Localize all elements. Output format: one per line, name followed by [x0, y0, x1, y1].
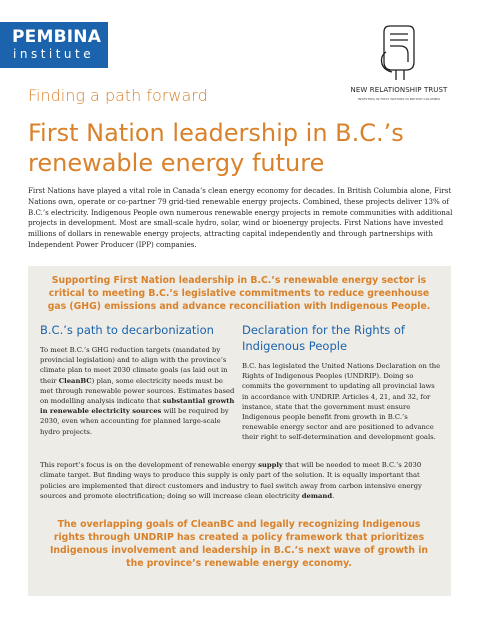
partner-name: NEW RELATIONSHIP TRUST — [350, 86, 448, 94]
callout-top: Supporting First Nation leadership in B.C.’s renewable energy sector is critical to meeting B.C.’s legislative commitments to reduce greenhouse gas (GHG) emissions and advance reconciliation with Indigenous People. — [47, 275, 431, 312]
intro-paragraph: First Nations have played a vital role in Canada’s clean energy economy for decades. In British Columbia alone, First Nations own, operate or co-partner 79 grid-tied renewable energy projects. Combined, these projects deliver 13% of B.C.’s electricity. Indigenous People own numerous renewable energy projects in remote communities with additional projects in development. Most are small-scale hydro, solar, wind or bioenergy projects. First Nations have invested millions of dollars in renewable energy projects, attracting capital independently and through partnerships with Independent Power Producer (IPP) companies. — [28, 186, 453, 249]
bold-text: supply — [258, 461, 283, 469]
text: To meet B.C.’s GHG reduction targets (mandated by provincial legislation) and to align with the province’s climate plan to meet 2030 climate goals (as laid out in their — [40, 346, 228, 385]
logo-wordmark: PEMBINA — [12, 27, 102, 47]
text: that will be needed to meet B.C.’s 2030 climate target. But finding ways to produce this supply is only part of the solution. It is equally important that policies are implemented that direct customers and industry to fuel switch away from carbon intensive energy sources and promote electrification; doing so will increase clean electricity — [40, 461, 422, 501]
partner-tagline: INVESTING IN FIRST NATIONS IN BRITISH COLUMBIA — [357, 97, 441, 101]
text: . — [332, 492, 335, 501]
text: This report’s focus is on the development of renewable energy — [40, 461, 259, 469]
decarbonization-paragraph — [40, 345, 236, 437]
logo-subword: institute — [13, 47, 95, 61]
bold-text: demand — [301, 492, 333, 501]
bold-text: substantial growth in renewable electricity sources — [40, 397, 235, 416]
pembina-logo — [0, 22, 108, 68]
bold-text: CleanBC — [58, 376, 92, 385]
declaration-paragraph: B.C. has legislated the United Nations Declaration on the Rights of Indigenous Peoples (UNDRIP). Doing so commits the government to updating all provincial laws in accordance with UNDRIP. Articles 4, 21, and 32, for instance, state that the government must ensure Indigenous people benefit from growth in B.C.’s renewable energy sector and are positioned to advance their right to self-determination and development goals. — [242, 362, 441, 442]
text: ) plan, some electricity needs must be met through renewable power sources. Estimates based on modelling analysis indicate that — [40, 376, 235, 406]
callout-bottom: The overlapping goals of CleanBC and legally recognizing Indigenous rights through UNDRIP has created a policy framework that prioritizes Indigenous involvement and leadership in B.C.’s next wave of growth in the province’s renewable energy economy. — [49, 519, 429, 569]
focus-paragraph — [40, 460, 440, 502]
text: will be required by 2030, even when accounting for planned large-scale hydro projects. — [40, 407, 229, 436]
declaration-heading: Declaration for the Rights of Indigenous People — [242, 323, 405, 353]
kicker: Finding a path forward — [28, 86, 208, 105]
decarbonization-heading: B.C.’s path to decarbonization — [40, 323, 214, 337]
summary-panel — [28, 266, 451, 596]
nrt-emblem-icon — [376, 22, 422, 84]
page-title: First Nation leadership in B.C.’s renewable energy future — [28, 119, 404, 177]
